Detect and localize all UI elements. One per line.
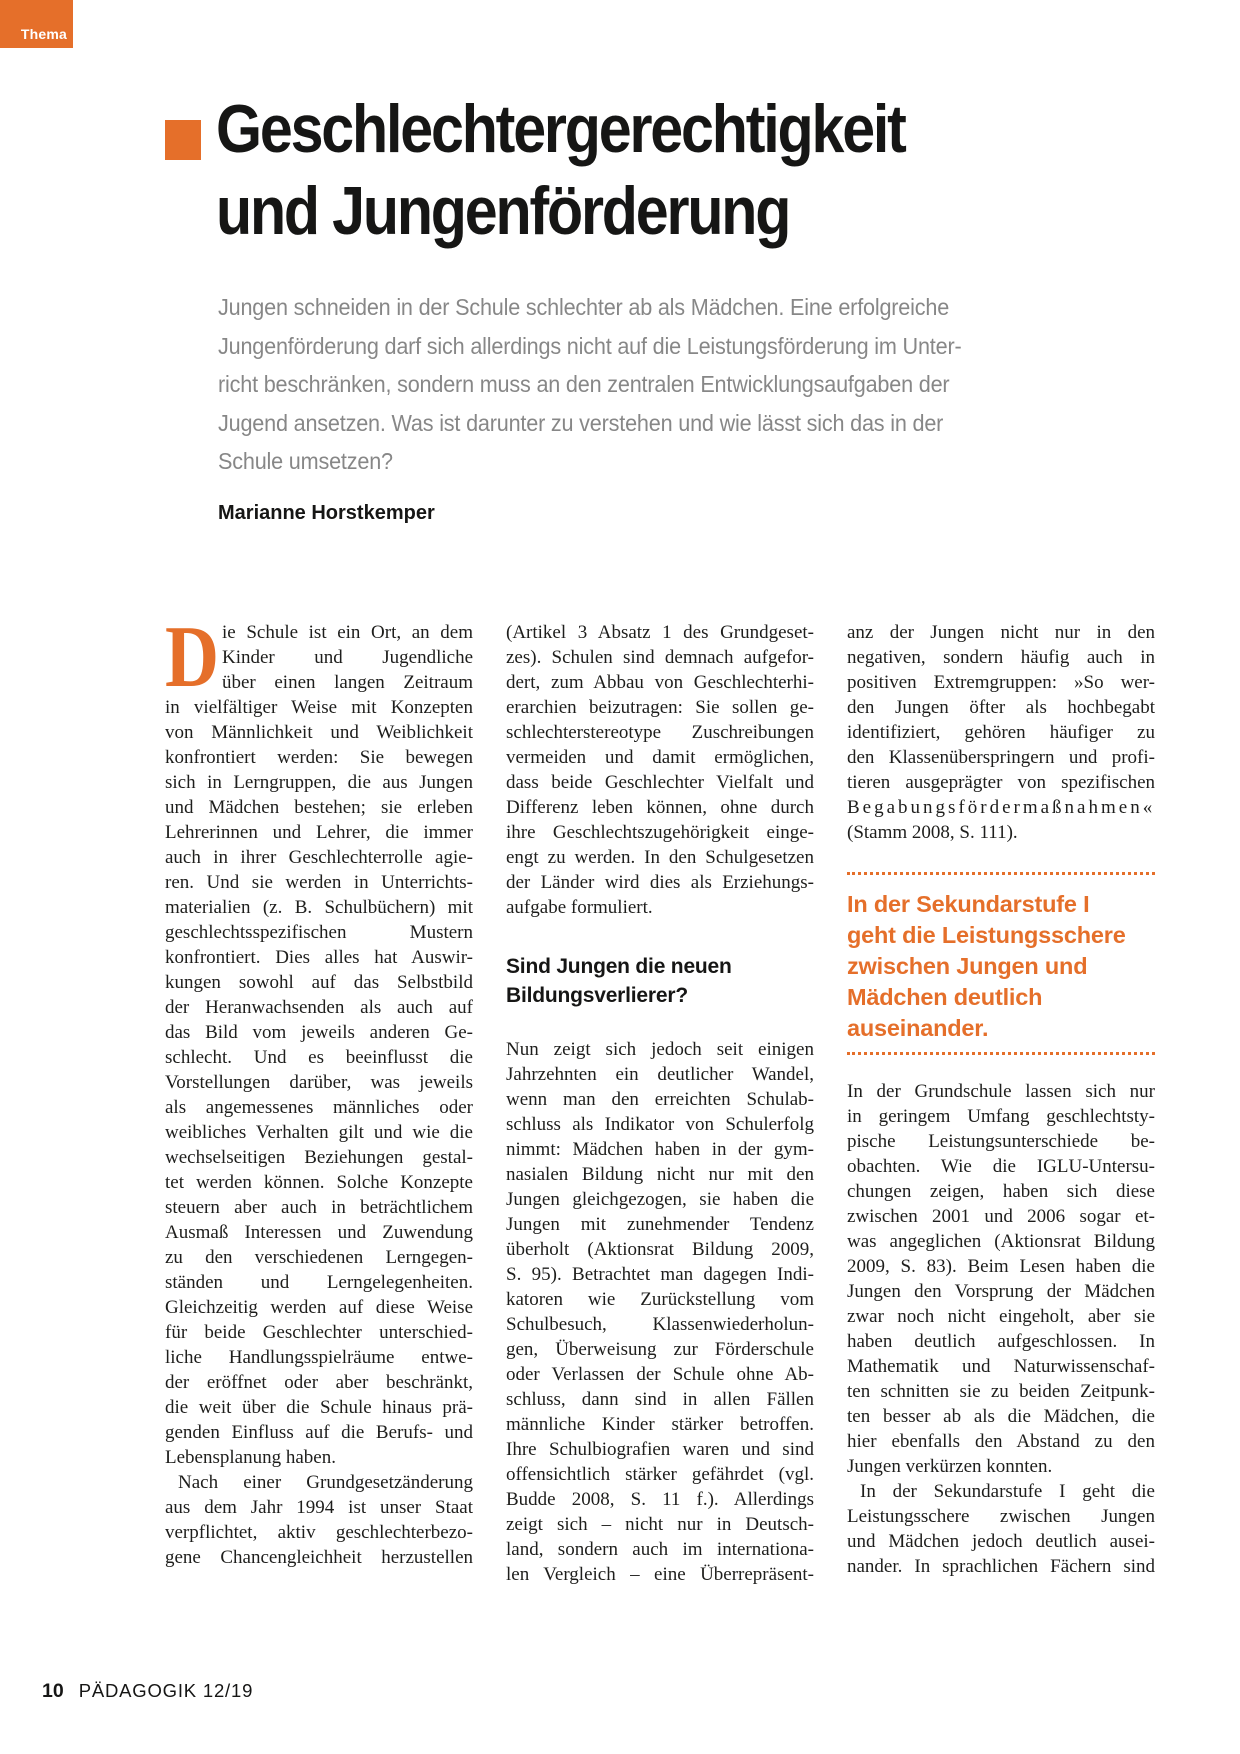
- text-line: (Stamm 2008, S. 111).: [847, 822, 1018, 843]
- text-line: katoren wie Zurückstellung vom: [506, 1289, 814, 1310]
- text-line: Begabungsfördermaßnahmen«: [847, 797, 1156, 818]
- section-heading: [506, 952, 814, 1010]
- journal-name: PÄDAGOGIK 12/19: [78, 1680, 254, 1701]
- page-footer: [42, 1680, 253, 1703]
- text-line: ie Schule ist ein Ort, an dem: [222, 622, 473, 643]
- text-line: als angemessenes männliches oder: [165, 1097, 473, 1118]
- text-line: richt beschränken, sondern muss an den zentralen Entwicklungsaufgaben der: [218, 371, 950, 397]
- article-lead: [218, 288, 961, 481]
- text-line: zu den verschiedenen Lerngegen-: [165, 1247, 473, 1268]
- text-line: über einen langen Zeitraum: [222, 672, 473, 693]
- text-line: negativen, sondern häufig auch in: [847, 647, 1155, 668]
- text-line: der eröffnet oder aber beschränkt,: [165, 1372, 473, 1393]
- text-line: materialien (z. B. Schulbüchern) mit: [165, 897, 473, 918]
- text-line: Vorstellungen darüber, was jeweils: [165, 1072, 473, 1093]
- text-line: zwar noch nicht eingeholt, aber sie: [847, 1306, 1155, 1327]
- text-line: den Klassenüberspringern und profi-: [847, 747, 1155, 768]
- text-line: Jungen gleichgezogen, sie haben die: [506, 1189, 814, 1210]
- text-line: tieren ausgeprägter von spezifischen: [847, 772, 1155, 793]
- text-line: dert, zum Abbau von Geschlechterhi-: [506, 672, 814, 693]
- author-name: Marianne Horstkemper: [218, 502, 435, 524]
- text-line: auch in ihrer Geschlechterrolle agie-: [165, 847, 473, 868]
- text-line: aus dem Jahr 1994 ist unser Staat: [165, 1497, 473, 1518]
- text-line: Jungen verkürzen konnten.: [847, 1456, 1053, 1477]
- text-line: Lehrerinnen und Lehrer, die immer: [165, 822, 473, 843]
- text-line: sich in Lerngruppen, die aus Jungen: [165, 772, 473, 793]
- text-line: pische Leistungsunterschiede be-: [847, 1131, 1155, 1152]
- text-line: Budde 2008, S. 11 f.). Allerdings: [506, 1489, 814, 1510]
- text-line: Kinder und Jugendliche: [222, 647, 473, 668]
- text-line: das Bild vom jeweils anderen Ge-: [165, 1022, 473, 1043]
- text-line: erarchien beizutragen: Sie sollen ge-: [506, 697, 814, 718]
- text-line: und Jungenförderung: [216, 173, 790, 249]
- text-line: Leistungsschere zwischen Jungen: [847, 1506, 1155, 1527]
- text-line: und Mädchen jedoch deutlich ausei-: [847, 1531, 1155, 1552]
- text-line: verpflichtet, aktiv geschlechterbezo-: [165, 1522, 473, 1543]
- text-line: die weit über die Schule hinaus prä-: [165, 1397, 473, 1418]
- pull-quote: [847, 889, 1155, 1044]
- article-title: [216, 88, 905, 252]
- text-line: konfrontiert. Dies alles hat Auswir-: [165, 947, 473, 968]
- text-line: überholt (Aktionsrat Bildung 2009,: [506, 1239, 814, 1260]
- dotted-divider-bottom: [847, 1052, 1155, 1055]
- column-2-text-bottom: [506, 1037, 814, 1587]
- text-line: Jungen mit zunehmender Tendenz: [506, 1214, 814, 1235]
- body-column-2: [506, 620, 814, 1587]
- text-line: tet werden können. Solche Konzepte: [165, 1172, 473, 1193]
- text-line: ihre Geschlechtszugehörigkeit einge-: [506, 822, 814, 843]
- thema-tag-label: Thema: [20, 26, 67, 42]
- text-line: Jugend ansetzen. Was ist darunter zu verstehen und wie lässt sich das in der: [218, 409, 944, 436]
- text-line: wenn man den erreichten Schulab-: [506, 1089, 814, 1110]
- text-line: konfrontiert werden: Sie bewegen: [165, 747, 473, 768]
- text-line: len Vergleich – eine Überrepräsent-: [506, 1564, 814, 1585]
- text-line: ten schnitten sie zu beiden Zeitpunk-: [847, 1381, 1155, 1402]
- text-line: für beide Geschlechter unterschied-: [165, 1322, 473, 1343]
- text-line: zwischen Jungen und: [847, 953, 1088, 979]
- text-line: auseinander.: [847, 1015, 989, 1041]
- column-3-text-bottom: [847, 1079, 1155, 1579]
- text-line: obachten. Wie die IGLU-Untersu-: [847, 1156, 1155, 1177]
- text-line: In der Grundschule lassen sich nur: [847, 1081, 1155, 1102]
- text-line: oder Verlassen der Schule ohne Ab-: [506, 1364, 814, 1385]
- text-line: in geringem Umfang geschlechtsty-: [847, 1106, 1155, 1127]
- column-2-text-top: [506, 620, 814, 920]
- text-line: Differenz leben können, ohne durch: [506, 797, 814, 818]
- text-line: aufgabe formuliert.: [506, 897, 653, 918]
- page-number: 10: [42, 1680, 64, 1702]
- body-column-1: [165, 609, 473, 1570]
- text-line: liche Handlungsspielräume entwe-: [165, 1347, 473, 1368]
- text-line: Jungen schneiden in der Schule schlechter ab als Mädchen. Eine erfolgreiche: [218, 294, 950, 320]
- text-line: Nun zeigt sich jedoch seit einigen: [506, 1039, 814, 1060]
- text-line: haben deutlich aufgeschlossen. In: [847, 1331, 1155, 1352]
- text-line: der Heranwachsenden als auch auf: [165, 997, 473, 1018]
- text-line: Ausmaß Interessen und Zuwendung: [165, 1222, 473, 1243]
- text-line: männliche Kinder stärker betroffen.: [506, 1414, 814, 1435]
- text-line: zes). Schulen sind demnach aufgefor-: [506, 647, 814, 668]
- text-line: und Mädchen bestehen; sie erleben: [165, 797, 473, 818]
- text-line: kungen sowohl auf das Selbstbild: [165, 972, 473, 993]
- text-line: gene Chancengleichheit herzustellen: [165, 1547, 473, 1568]
- text-line: engt zu werden. In den Schulgesetzen: [506, 847, 814, 868]
- column-1-text: [165, 609, 473, 1570]
- text-line: wechselseitigen Beziehungen gestal-: [165, 1147, 473, 1168]
- body-column-3: [847, 620, 1155, 1579]
- text-line: nimmt: Mädchen haben in der gym-: [506, 1139, 814, 1160]
- text-line: positiven Extremgruppen: »So wer-: [847, 672, 1155, 693]
- text-line: ren. Und sie werden in Unterrichts-: [165, 872, 473, 893]
- text-line: identifiziert, gehören häufiger zu: [847, 722, 1155, 743]
- text-line: zwischen 2001 und 2006 sogar et-: [847, 1206, 1155, 1227]
- text-line: nander. In sprachlichen Fächern sind: [847, 1556, 1155, 1577]
- text-line: Gleichzeitig werden auf diese Weise: [165, 1297, 473, 1318]
- text-line: hier ebenfalls den Abstand zu den: [847, 1431, 1155, 1452]
- text-line: schluss, dann sind in allen Fällen: [506, 1389, 814, 1410]
- text-line: zeigt sich – nicht nur in Deutsch-: [506, 1514, 814, 1535]
- text-line: schlechterstereotype Zuschreibungen: [506, 722, 814, 743]
- drop-cap: D: [165, 609, 220, 706]
- text-line: ständen und Lerngelegenheiten.: [165, 1272, 473, 1293]
- text-line: land, sondern auch im internationa-: [506, 1539, 814, 1560]
- text-line: Ihre Schulbiografien waren und sind: [506, 1439, 814, 1460]
- text-line: Lebensplanung haben.: [165, 1447, 336, 1468]
- text-line: Geschlechtergerechtigkeit: [216, 91, 905, 167]
- text-line: genden Einfluss auf die Berufs- und: [165, 1422, 473, 1443]
- text-line: (Artikel 3 Absatz 1 des Grundgeset-: [506, 622, 814, 643]
- text-line: 2009, S. 83). Beim Lesen haben die: [847, 1256, 1155, 1277]
- text-line: Nach einer Grundgesetzänderung: [178, 1472, 473, 1493]
- text-line: chungen zeigen, haben sich diese: [847, 1181, 1155, 1202]
- text-line: In der Sekundarstufe I: [847, 891, 1090, 917]
- text-line: ten besser ab als die Mädchen, die: [847, 1406, 1155, 1427]
- text-line: Schulbesuch, Klassenwiederholun-: [506, 1314, 814, 1335]
- text-line: von Männlichkeit und Weiblichkeit: [165, 722, 473, 743]
- text-line: Jungenförderung darf sich allerdings nicht auf die Leistungsförderung im Unter-: [218, 332, 962, 359]
- text-line: Jungen den Vorsprung der Mädchen: [847, 1281, 1155, 1302]
- text-line: gen, Überweisung zur Förderschule: [506, 1339, 814, 1360]
- text-line: schlecht. Und es beeinflusst die: [165, 1047, 473, 1068]
- text-line: den Jungen öfter als hochbegabt: [847, 697, 1155, 718]
- text-line: weibliches Verhalten gilt und wie die: [165, 1122, 473, 1143]
- dotted-divider-top: [847, 872, 1155, 875]
- text-line: In der Sekundarstufe I geht die: [860, 1481, 1155, 1502]
- text-line: Mädchen deutlich: [847, 984, 1043, 1010]
- text-line: geht die Leistungsschere: [847, 922, 1126, 948]
- text-line: S. 95). Betrachtet man dagegen Indi-: [506, 1264, 814, 1285]
- text-line: der Länder wird dies als Erziehungs-: [506, 872, 814, 893]
- column-3-text-top: [847, 620, 1155, 845]
- text-line: Bildungsverlierer?: [506, 984, 688, 1007]
- text-line: nasialen Bildung nicht nur mit den: [506, 1164, 814, 1185]
- text-line: schluss als Indikator von Schulerfolg: [506, 1114, 814, 1135]
- text-line: was angeglichen (Aktionsrat Bildung: [847, 1231, 1155, 1252]
- text-line: Jahrzehnten ein deutlicher Wandel,: [506, 1064, 814, 1085]
- text-line: offensichtlich stärker gefährdet (vgl.: [506, 1464, 814, 1485]
- text-line: Mathematik und Naturwissenschaf-: [847, 1356, 1155, 1377]
- text-line: Sind Jungen die neuen: [506, 955, 732, 978]
- text-line: steuern aber auch in beträchtlichem: [165, 1197, 473, 1218]
- text-line: anz der Jungen nicht nur in den: [847, 622, 1155, 643]
- thema-tag: [0, 0, 73, 48]
- text-line: geschlechtsspezifischen Mustern: [165, 922, 473, 943]
- title-bullet-square: [165, 120, 201, 160]
- text-line: Schule umsetzen?: [218, 448, 393, 474]
- text-line: in vielfältiger Weise mit Konzepten: [165, 697, 473, 718]
- text-line: dass beide Geschlechter Vielfalt und: [506, 772, 814, 793]
- text-line: vermeiden und damit ermöglichen,: [506, 747, 814, 768]
